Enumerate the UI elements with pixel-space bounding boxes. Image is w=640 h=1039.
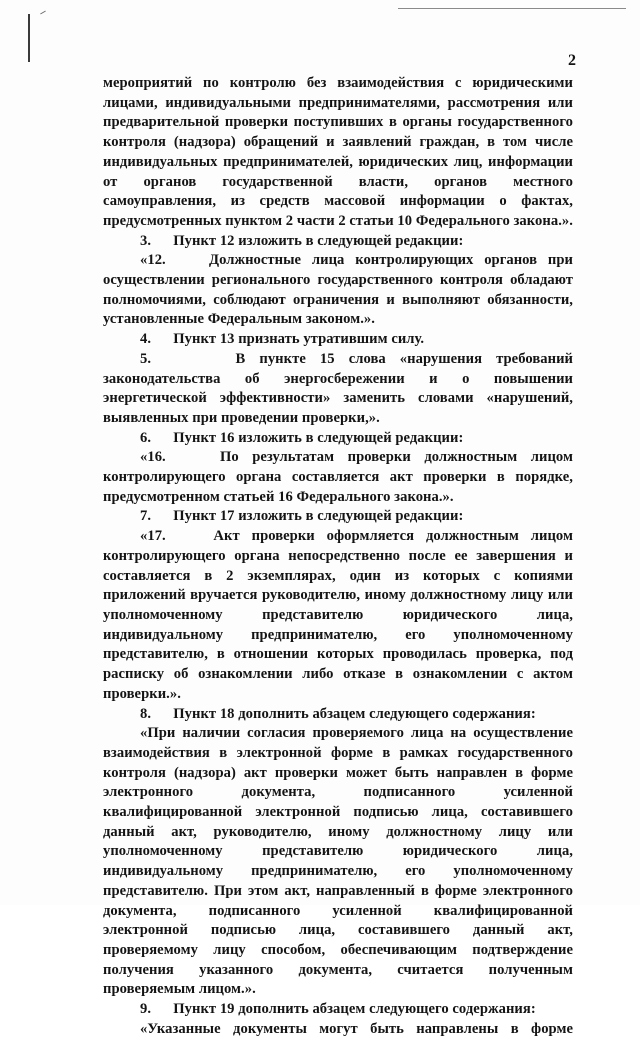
scan-tick-mark (40, 11, 46, 15)
paragraph-item-9: 9. Пункт 19 дополнить абзацем следующего содержания: (140, 1001, 536, 1018)
paragraph-item-12-text: «12. Должностные лица контролирующих органов при осуществлении регионального государственного контроля обладают полномочиями, соблюдают ограничения и выполняют обязанности, установленные Федеральным законом.». (103, 252, 573, 328)
document-body (103, 74, 573, 1039)
paragraph-item-7: 7. Пункт 17 изложить в следующей редакции: (140, 508, 464, 525)
paragraph-item-3: 3. Пункт 12 изложить в следующей редакции: (140, 232, 464, 249)
paragraph-continuation: мероприятий по контролю без взаимодействия с юридическими лицами, индивидуальными предпринимателями, рассмотрения или предварительной проверки поступивших в органы государственного контроля (надзора) обращений и заявлений граждан, в том числе индивидуальных предпринимателей, юридических лиц, информации от органов государственной власти, органов местного самоуправления, из средств массовой информации о фактах, предусмотренных пунктом 2 части 2 статьи 10 Федерального закона.». (103, 75, 573, 229)
paragraph-item-17-text: «17. Акт проверки оформляется должностным лицом контролирующего органа непосредственно после ее завершения и составляется в 2 экземплярах, один из которых с копиями приложений вручается руководителю, иному должностному лицу или уполномоченному представителю юридического лица, индивидуальному предпринимателю, его уполномоченному представителю, в отношении которых проводилась проверка, под расписку об ознакомлении либо отказе в ознакомлении с актом проверки.». (103, 528, 573, 702)
paragraph-item-6: 6. Пункт 16 изложить в следующей редакции: (140, 429, 464, 446)
paragraph-item-8: 8. Пункт 18 дополнить абзацем следующего содержания: (140, 705, 536, 722)
scan-binding-mark (28, 14, 30, 62)
paragraph-item-19-text: «Указанные документы могут быть направлены в форме (140, 1020, 573, 1037)
paragraph-item-16-text: «16. По результатам проверки должностным лицом контролирующего органа составляется акт проверки в порядке, предусмотренном статьей 16 Федерального закона.». (103, 449, 573, 505)
paragraph-item-5: 5. В пункте 15 слова «нарушения требований законодательства об энергосбережении и о повышении энергетической эффективности» заменить словами «нарушений, выявленных при проведении проверки,». (103, 350, 573, 426)
paragraph-item-18-text: «При наличии согласия проверяемого лица на осуществление взаимодействия в электронной форме в рамках государственного контроля (надзора) акт проверки может быть направлен в форме электронного документа, подписанного усиленной квалифицированной электронной подписью лица, составившего данный акт, руководителю, иному должностному лицу или уполномоченному представителю юридического лица, индивидуальному предпринимателю, его уполномоченному представителю. При этом акт, направленный в форме электронного документа, подписанного усиленной квалифицированной электронной подписью лица, составившего данный акт, проверяемому лицу способом, обеспечивающим подтверждение получения указанного документа, считается полученным проверяемым лицом.». (103, 725, 573, 998)
page-number: 2 (568, 52, 576, 69)
scan-edge-line (398, 8, 626, 9)
paragraph-item-4: 4. Пункт 13 признать утратившим силу. (140, 331, 425, 348)
